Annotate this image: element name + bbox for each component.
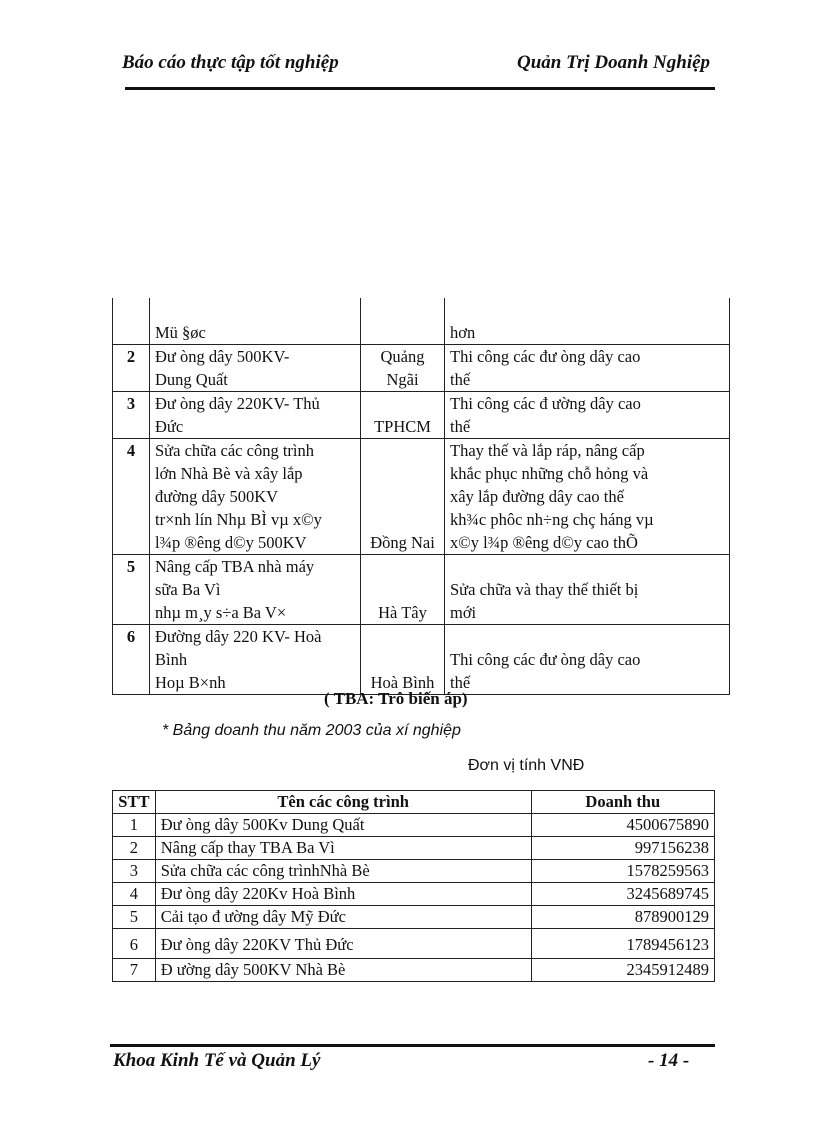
cell-line: Thi công các đư òng dây cao — [450, 649, 641, 669]
cell-location — [361, 554, 445, 624]
cell-no: 6 — [113, 624, 150, 694]
table-row — [113, 883, 715, 906]
cell-revenue: 3245689745 — [531, 883, 714, 906]
cell-line: x©y l¾p ®êng d©y cao thÕ — [450, 532, 638, 552]
header-left-title: Báo cáo thực tập tốt nghiệp — [122, 52, 339, 73]
cell-line: Hoµ B×nh — [155, 672, 226, 692]
cell-location — [361, 438, 445, 554]
cell-location — [361, 344, 445, 391]
cell-description — [445, 438, 730, 554]
cell-line: Đồng Nai — [370, 532, 435, 552]
cell-line: Thi công các đư òng dây cao — [450, 346, 641, 366]
cell-line: Hoà Bình — [370, 672, 435, 692]
table-row — [113, 438, 730, 554]
cell-revenue: 1578259563 — [531, 860, 714, 883]
table-row — [113, 837, 715, 860]
table-row — [113, 624, 730, 694]
col-header-revenue: Doanh thu — [531, 791, 714, 814]
cell-no: 4 — [113, 438, 150, 554]
cell-line: Quảng — [380, 346, 425, 366]
cell-stt: 7 — [113, 959, 156, 982]
cell-line: lớn Nhà Bè và xây lắp — [155, 463, 303, 483]
cell-description — [445, 554, 730, 624]
cell-line: nhµ m¸y s÷a Ba V× — [155, 602, 287, 622]
cell-stt: 2 — [113, 837, 156, 860]
cell-revenue: 997156238 — [531, 837, 714, 860]
cell-no — [113, 298, 150, 344]
table-row — [113, 814, 715, 837]
cell-name: Cải tạo đ ường dây Mỹ Đức — [155, 906, 531, 929]
cell-name: Đ ường dây 500KV Nhà Bè — [155, 959, 531, 982]
cell-line: Hà Tây — [378, 602, 427, 622]
cell-line: Sửa chữa các công trình — [155, 440, 314, 460]
cell-line: Ngãi — [386, 369, 419, 389]
col-header-name: Tên các công trình — [155, 791, 531, 814]
header-right-title: Quản Trị Doanh Nghiệp — [517, 52, 711, 73]
cell-line: kh¾c phôc nh÷ng chç háng vµ — [450, 509, 654, 529]
footer-rule — [110, 1044, 715, 1047]
cell-name — [150, 554, 361, 624]
cell-location — [361, 624, 445, 694]
cell-line: mới — [450, 602, 477, 622]
section-title: * Bảng doanh thu năm 2003 của xí nghiệp — [162, 722, 461, 739]
cell-name — [150, 298, 361, 344]
revenue-table — [112, 790, 715, 982]
cell-line: l¾p ®êng d©y 500KV — [155, 532, 307, 552]
cell-no: 5 — [113, 554, 150, 624]
cell-line: Mü §øc — [155, 322, 206, 342]
cell-stt: 3 — [113, 860, 156, 883]
cell-line: Sửa chữa và thay thế thiết bị — [450, 579, 639, 599]
page-number: - 14 - — [648, 1050, 690, 1071]
cell-line: Đư òng dây 500KV- — [155, 346, 290, 366]
cell-line: xây lắp đường dây cao thế — [450, 486, 624, 506]
cell-line: Dung Quất — [155, 369, 228, 389]
table-row — [113, 906, 715, 929]
header-rule — [125, 87, 715, 90]
cell-name: Sửa chữa các công trìnhNhà Bè — [155, 860, 531, 883]
cell-description — [445, 344, 730, 391]
cell-line: sữa Ba Vì — [155, 579, 221, 599]
cell-description — [445, 391, 730, 438]
cell-stt: 6 — [113, 929, 156, 959]
table-caption: ( TBA: Trô biến áp) — [324, 689, 468, 708]
cell-revenue: 878900129 — [531, 906, 714, 929]
cell-location — [361, 298, 445, 344]
col-header-stt: STT — [113, 791, 156, 814]
cell-line: Nâng cấp TBA nhà máy — [155, 556, 315, 576]
cell-stt: 1 — [113, 814, 156, 837]
table-row — [113, 554, 730, 624]
cell-revenue: 2345912489 — [531, 959, 714, 982]
cell-name — [150, 624, 361, 694]
cell-line: TPHCM — [374, 416, 431, 436]
revenue-header-row — [113, 791, 715, 814]
cell-name: Đư òng dây 500Kv Dung Quất — [155, 814, 531, 837]
cell-line: Bình — [155, 649, 188, 669]
cell-line: đường dây 500KV — [155, 486, 279, 506]
cell-line: Thay thế và lắp ráp, nâng cấp — [450, 440, 645, 460]
cell-description — [445, 298, 730, 344]
unit-label: Đơn vị tính VNĐ — [468, 757, 585, 774]
cell-stt: 5 — [113, 906, 156, 929]
projects-table — [112, 298, 730, 695]
cell-no: 3 — [113, 391, 150, 438]
cell-description — [445, 624, 730, 694]
cell-line: Đư òng dây 220KV- Thủ — [155, 393, 320, 413]
table-row — [113, 860, 715, 883]
cell-name: Đư òng dây 220KV Thủ Đức — [155, 929, 531, 959]
cell-line: thế — [450, 416, 471, 436]
cell-line: hơn — [450, 322, 476, 342]
cell-name — [150, 438, 361, 554]
cell-line: Đức — [155, 416, 184, 436]
table-row — [113, 344, 730, 391]
table-row — [113, 929, 715, 959]
cell-line: Thi công các đ ường dây cao — [450, 393, 641, 413]
table-row — [113, 298, 730, 344]
table-row — [113, 959, 715, 982]
cell-location — [361, 391, 445, 438]
cell-revenue: 4500675890 — [531, 814, 714, 837]
cell-name: Nâng cấp thay TBA Ba Vì — [155, 837, 531, 860]
cell-revenue: 1789456123 — [531, 929, 714, 959]
table-row — [113, 391, 730, 438]
cell-name: Đư òng dây 220Kv Hoà Bình — [155, 883, 531, 906]
cell-line: thế — [450, 672, 471, 692]
footer-left: Khoa Kinh Tế và Quản Lý — [113, 1050, 321, 1071]
cell-line: thế — [450, 369, 471, 389]
cell-name — [150, 344, 361, 391]
cell-stt: 4 — [113, 883, 156, 906]
cell-line: tr×nh lín Nhµ BÌ vµ x©y — [155, 509, 322, 529]
cell-name — [150, 391, 361, 438]
cell-line: khắc phục những chỗ hỏng và — [450, 463, 649, 483]
cell-no: 2 — [113, 344, 150, 391]
cell-line: Đường dây 220 KV- Hoà — [155, 626, 322, 646]
